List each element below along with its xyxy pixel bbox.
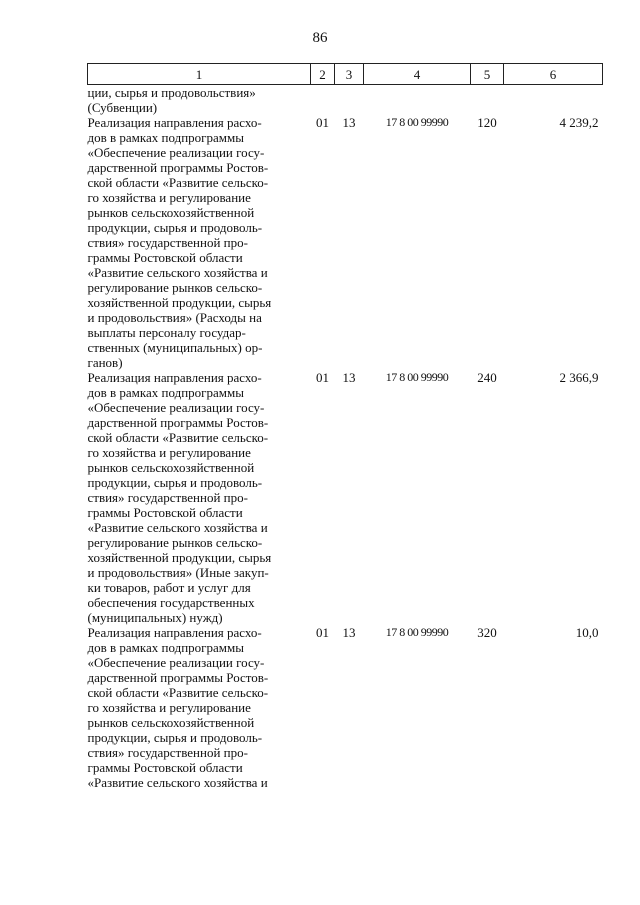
row-target-article: 17 8 00 99990 <box>385 115 449 129</box>
table-row <box>88 85 603 116</box>
row-description: Реализация направления расхо- дов в рамках подпрограммы «Обеспечение реализации госу- дарственной программы Ростов- ской области «Развитие сельско- го хозяйства и регулирование рынков сельскохозяйственной продукции, сырья и продоволь- ствия» государственной про- граммы Ростовской области «Развитие сельского хозяйства и <box>87 625 269 790</box>
row-subsection: 13 <box>342 115 356 130</box>
header-col-4: 4 <box>364 64 471 85</box>
row-subsection: 13 <box>342 625 356 640</box>
row-amount <box>504 85 603 116</box>
header-col-1: 1 <box>88 64 311 85</box>
table-header-row <box>88 64 603 85</box>
budget-table <box>87 63 603 790</box>
row-expense-type <box>471 85 504 116</box>
row-description: ции, сырья и продовольствия» (Субвенции) <box>87 85 256 115</box>
row-section <box>311 85 335 116</box>
row-expense-type: 120 <box>477 115 497 130</box>
header-col-6: 6 <box>504 64 603 85</box>
row-amount: 2 366,9 <box>559 370 599 385</box>
row-expense-type: 240 <box>477 370 497 385</box>
row-expense-type: 320 <box>477 625 497 640</box>
table-row <box>88 625 603 790</box>
header-col-2: 2 <box>311 64 335 85</box>
row-amount: 10,0 <box>575 625 599 640</box>
row-section: 01 <box>316 625 329 640</box>
page-number: 86 <box>312 30 328 46</box>
row-target-article: 17 8 00 99990 <box>385 625 449 639</box>
row-section: 01 <box>316 115 329 130</box>
row-subsection: 13 <box>342 370 356 385</box>
row-target-article <box>364 85 471 116</box>
row-amount: 4 239,2 <box>559 115 599 130</box>
row-subsection <box>335 85 364 116</box>
row-target-article: 17 8 00 99990 <box>385 370 449 384</box>
row-description: Реализация направления расхо- дов в рамках подпрограммы «Обеспечение реализации госу- дарственной программы Ростов- ской области «Развитие сельско- го хозяйства и регулирование рынков сельскохозяйственной продукции, сырья и продоволь- ствия» государственной про- граммы Ростовской области «Развитие сельского хозяйства и регулирование рынков сельско- хозяйственной продукции, сырья и продовольствия» (Иные закуп- ки товаров, работ и услуг для обеспечения государственных (муниципальных) нужд) <box>87 370 272 625</box>
row-description: Реализация направления расхо- дов в рамках подпрограммы «Обеспечение реализации госу- дарственной программы Ростов- ской области «Развитие сельско- го хозяйства и регулирование рынков сельскохозяйственной продукции, сырья и продоволь- ствия» государственной про- граммы Ростовской области «Развитие сельского хозяйства и регулирование рынков сельско- хозяйственной продукции, сырья и продовольствия» (Расходы на выплаты персоналу государ- ственных (муниципальных) ор- ганов) <box>87 115 272 370</box>
header-col-5: 5 <box>471 64 504 85</box>
table-row <box>88 115 603 370</box>
header-col-3: 3 <box>335 64 364 85</box>
table-row <box>88 370 603 625</box>
row-section: 01 <box>316 370 329 385</box>
